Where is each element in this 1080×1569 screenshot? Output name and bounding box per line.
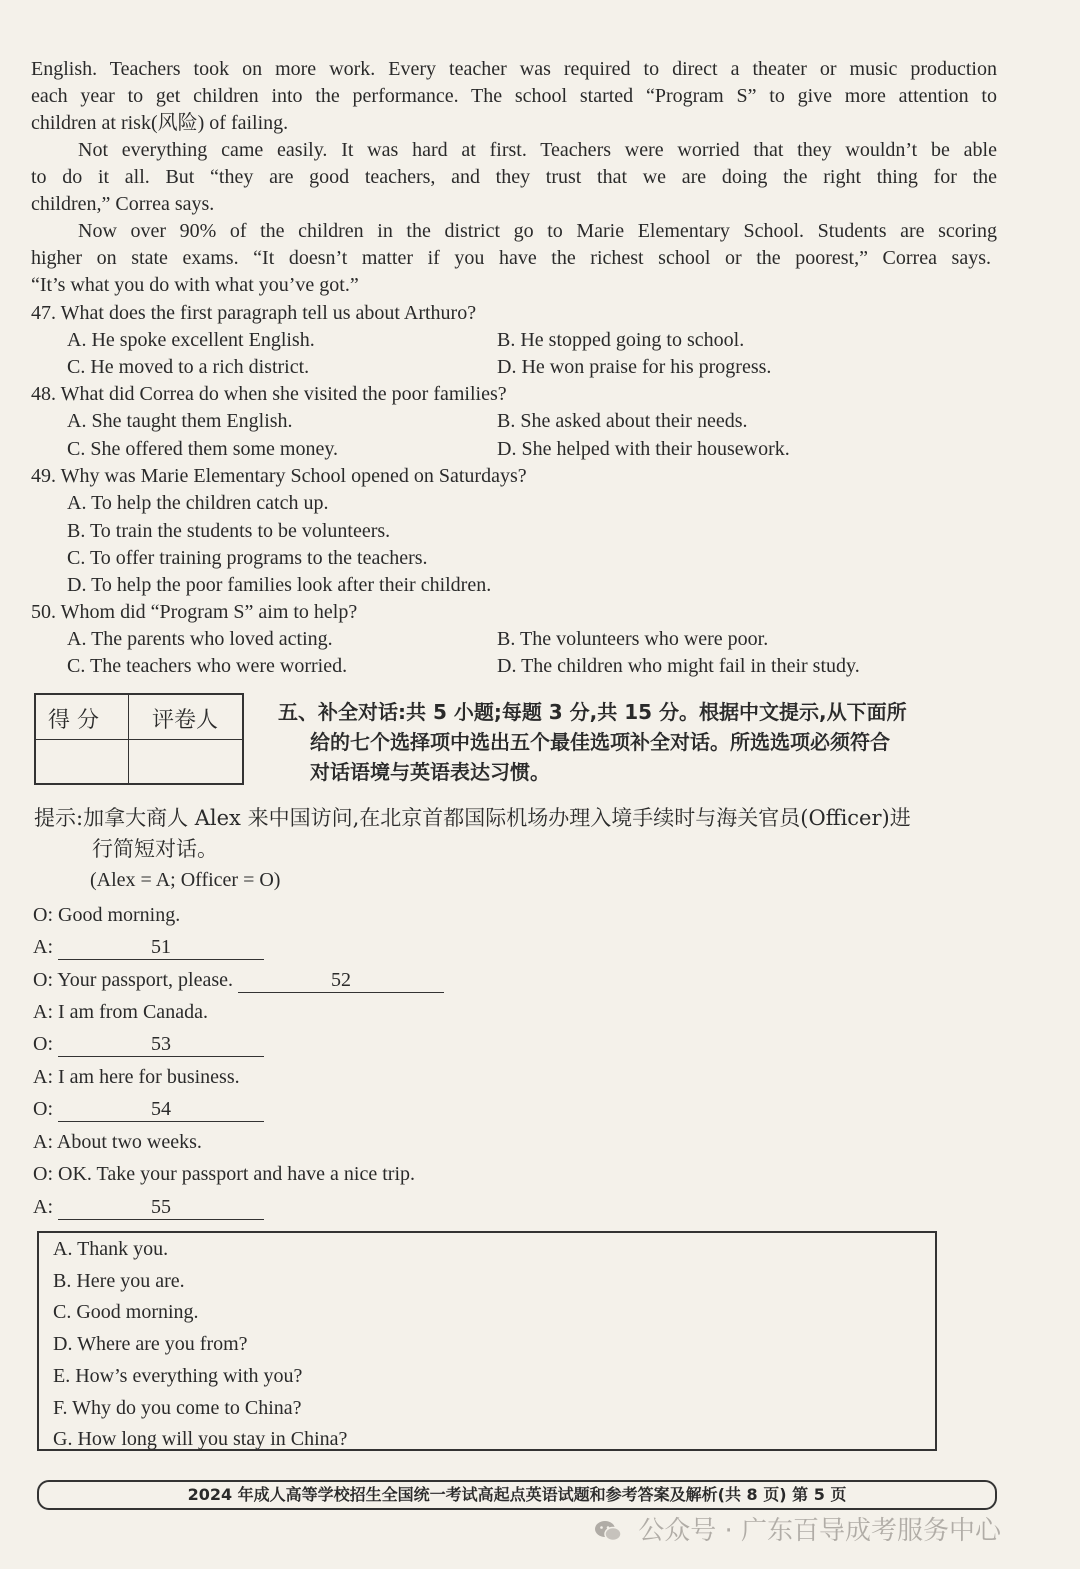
choice-item: G. How long will you stay in China? [53, 1428, 348, 1450]
dialogue-line: O: 54 [33, 1096, 264, 1123]
section-heading: 五、补全对话:共 5 小题;每题 3 分,共 15 分。根据中文提示,从下面所 给的七个选择项中选出五个最佳选项补全对话。所选选项必须符合 对话语境与英语表达习惯。 [278, 700, 907, 784]
dialogue-line: O: Good morning. [33, 904, 181, 926]
option: B. The volunteers who were poor. [497, 628, 769, 650]
option: A. He spoke excellent English. [67, 329, 315, 351]
option: A. She taught them English. [67, 410, 293, 432]
wechat-icon [594, 1520, 622, 1542]
question-stem: 49. Why was Marie Elementary School opened on Saturdays? [31, 465, 527, 487]
dialogue-line: A: About two weeks. [33, 1131, 202, 1153]
option: C. He moved to a rich district. [67, 356, 310, 378]
choice-item: F. Why do you come to China? [53, 1397, 302, 1419]
option: B. He stopped going to school. [497, 329, 745, 351]
passage-line: English. Teachers took on more work. Every teacher was required to direct a theater or music production [31, 58, 997, 80]
dialogue-line: O: Your passport, please. 52 [33, 967, 444, 994]
hint-block: 提示:加拿大商人 Alex 来中国访问,在北京首都国际机场办理入境手续时与海关官员(Officer)进 行简短对话。 (Alex = A; Officer = O) [34, 806, 911, 891]
passage-line: children,” Correa says. [31, 193, 215, 215]
answer-blank[interactable]: 53 [58, 1032, 264, 1057]
choice-item: D. Where are you from? [53, 1333, 248, 1355]
question-stem: 50. Whom did “Program S” aim to help? [31, 601, 358, 623]
answer-blank[interactable]: 51 [58, 935, 264, 960]
dialogue-line: A: I am from Canada. [33, 1001, 208, 1023]
question-stem: 48. What did Correa do when she visited the poor families? [31, 383, 507, 405]
option: D. The children who might fail in their study. [497, 655, 860, 677]
watermark: 公众号 · 广东百导成考服务中心 [594, 1510, 1001, 1547]
answer-blank[interactable]: 55 [58, 1195, 264, 1220]
score-table [34, 693, 244, 785]
option: D. She helped with their housework. [497, 438, 790, 460]
option: B. She asked about their needs. [497, 410, 748, 432]
dialogue-line: A: I am here for business. [33, 1066, 240, 1088]
passage-line: higher on state exams. “It doesn’t matter if you have the richest school or the poorest,” Correa says. [31, 247, 991, 269]
answer-blank[interactable]: 52 [238, 968, 444, 993]
passage-line: Now over 90% of the children in the district go to Marie Elementary School. Students are scoring [78, 220, 997, 242]
answer-blank[interactable]: 54 [58, 1097, 264, 1122]
option: D. He won praise for his progress. [497, 356, 772, 378]
passage-line: “It’s what you do with what you’ve got.” [31, 274, 359, 296]
option: C. The teachers who were worried. [67, 655, 348, 677]
passage-line: each year to get children into the performance. The school started “Program S” to give more attention to [31, 85, 997, 107]
passage-line: Not everything came easily. It was hard at first. Teachers were worried that they wouldn’t be able [78, 139, 997, 161]
option: D. To help the poor families look after their children. [67, 574, 492, 596]
dialogue-line: O: 53 [33, 1031, 264, 1058]
score-label: 得 分 [48, 708, 99, 733]
choice-item: B. Here you are. [53, 1270, 185, 1292]
option: A. The parents who loved acting. [67, 628, 333, 650]
choice-item: E. How’s everything with you? [53, 1365, 303, 1387]
option: C. She offered them some money. [67, 438, 339, 460]
divider [36, 739, 242, 740]
page-footer: 2024 年成人高等学校招生全国统一考试高起点英语试题和参考答案及解析(共 8 页) 第 5 页 [37, 1480, 997, 1510]
dialogue-line: A: 55 [33, 1194, 264, 1221]
choice-item: A. Thank you. [53, 1238, 169, 1260]
passage-line: to do it all. But “they are good teachers, and they trust that we are doing the right thing for the [31, 166, 997, 188]
choice-item: C. Good morning. [53, 1301, 199, 1323]
choices-box [37, 1231, 937, 1451]
dialogue-line: O: OK. Take your passport and have a nice trip. [33, 1163, 416, 1185]
option: A. To help the children catch up. [67, 492, 329, 514]
grader-label: 评卷人 [152, 708, 219, 733]
passage-line: children at risk(风险) of failing. [31, 112, 289, 134]
option: C. To offer training programs to the teachers. [67, 547, 428, 569]
question-stem: 47. What does the first paragraph tell us about Arthuro? [31, 302, 477, 324]
option: B. To train the students to be volunteers. [67, 520, 391, 542]
dialogue-line: A: 51 [33, 934, 264, 961]
